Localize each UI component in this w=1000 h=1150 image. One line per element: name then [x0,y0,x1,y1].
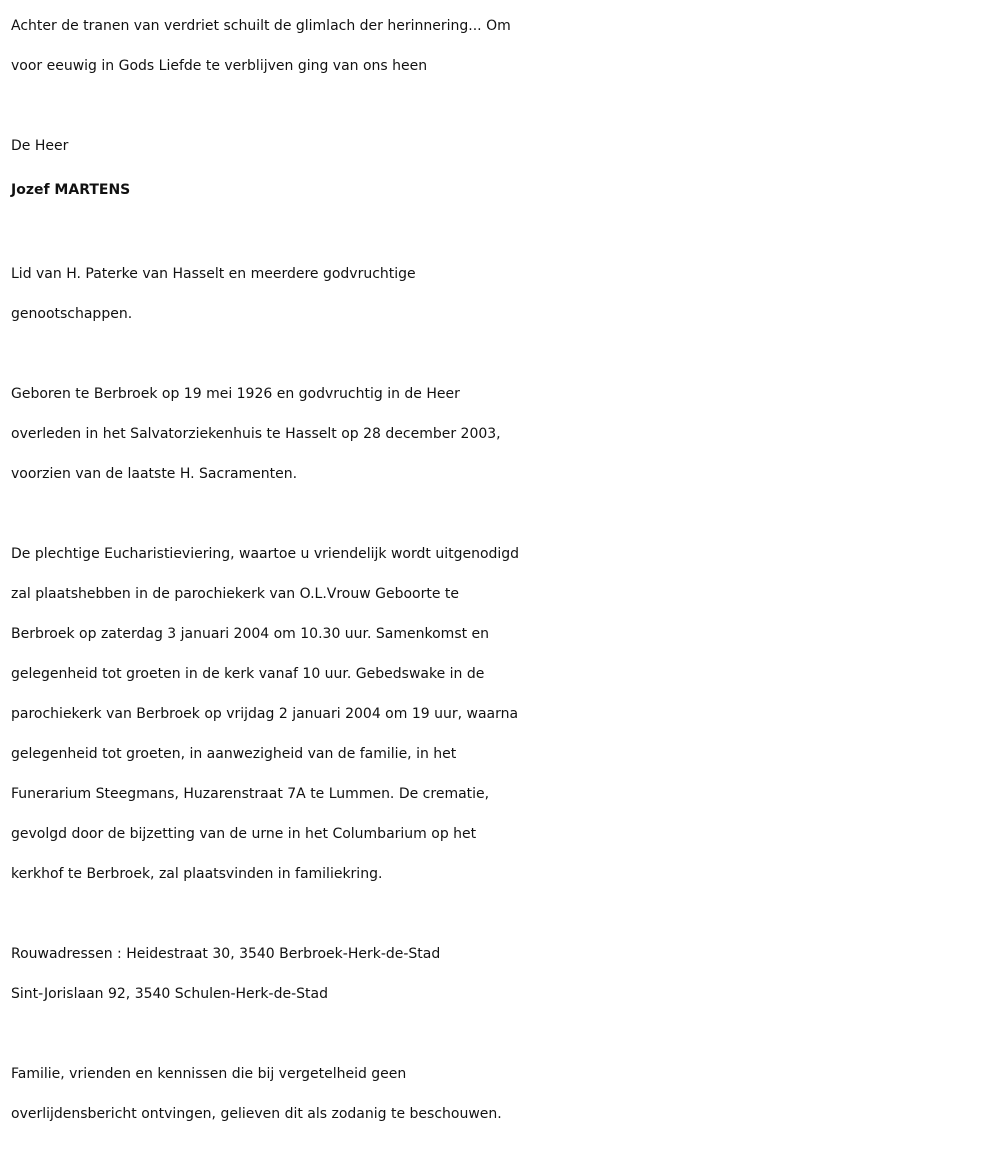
closing-line: overlijdensbericht ontvingen, gelieven dit als zodanig te beschouwen. [11,1106,502,1122]
obituary-document [11,6,996,1134]
ceremony-line: Funerarium Steegmans, Huzarenstraat 7A te Lummen. De crematie, [11,786,490,802]
birth-death-line: voorzien van de laatste H. Sacramenten. [11,466,298,482]
ceremony-line: zal plaatshebben in de parochiekerk van O.L.Vrouw Geboorte te [11,586,460,602]
intro-paragraph [11,6,996,86]
membership-paragraph [11,254,996,334]
spacer [11,1014,996,1054]
honorific: De Heer [11,138,69,154]
closing-paragraph [11,1054,996,1134]
ceremony-paragraph [11,534,996,894]
spacer [11,334,996,374]
ceremony-line: De plechtige Eucharistieviering, waartoe u vriendelijk wordt uitgenodigd [11,546,520,562]
spacer [11,494,996,534]
ceremony-line: kerkhof te Berbroek, zal plaatsvinden in familiekring. [11,866,383,882]
birth-death-line: Geboren te Berbroek op 19 mei 1926 en godvruchtig in de Heer [11,386,460,402]
intro-line: voor eeuwig in Gods Liefde te verblijven ging van ons heen [11,58,428,74]
addresses-paragraph [11,934,996,1014]
address-line: Rouwadressen : Heidestraat 30, 3540 Berbroek-Herk-de-Stad [11,946,441,962]
address-line: Sint-Jorislaan 92, 3540 Schulen-Herk-de-Stad [11,986,328,1002]
birth-death-paragraph [11,374,996,494]
intro-line: Achter de tranen van verdriet schuilt de glimlach der herinnering... Om [11,18,511,34]
spacer [11,894,996,934]
membership-line: Lid van H. Paterke van Hasselt en meerdere godvruchtige [11,266,416,282]
deceased-name: Jozef MARTENS [11,182,131,198]
ceremony-line: Berbroek op zaterdag 3 januari 2004 om 10.30 uur. Samenkomst en [11,626,490,642]
closing-line: Familie, vrienden en kennissen die bij vergetelheid geen [11,1066,407,1082]
spacer [11,86,996,126]
ceremony-line: gelegenheid tot groeten, in aanwezigheid van de familie, in het [11,746,457,762]
membership-line: genootschappen. [11,306,133,322]
ceremony-line: gevolgd door de bijzetting van de urne in het Columbarium op het [11,826,477,842]
ceremony-line: parochiekerk van Berbroek op vrijdag 2 januari 2004 om 19 uur, waarna [11,706,519,722]
ceremony-line: gelegenheid tot groeten in de kerk vanaf 10 uur. Gebedswake in de [11,666,485,682]
spacer [11,214,996,254]
birth-death-line: overleden in het Salvatorziekenhuis te Hasselt op 28 december 2003, [11,426,501,442]
